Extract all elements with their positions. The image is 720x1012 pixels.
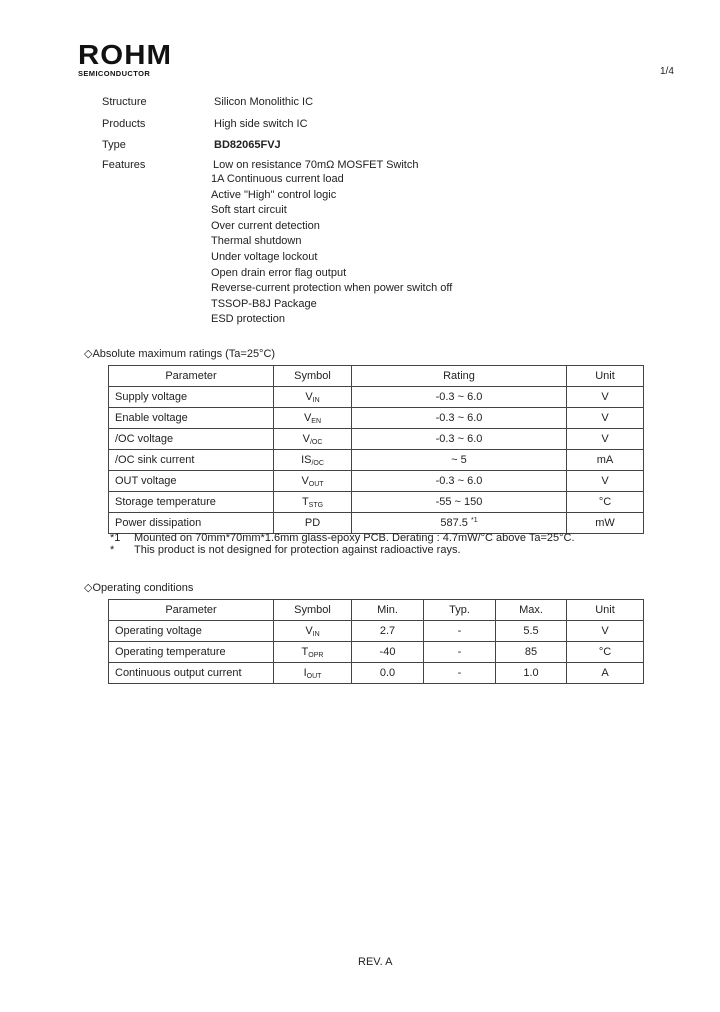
- table-row: [109, 663, 644, 684]
- symbol-cell: $T_{OPR}$: [274, 642, 352, 663]
- max-cell: 5.5: [496, 621, 567, 642]
- spec-label: Features: [102, 159, 146, 171]
- spec-value: Silicon Monolithic IC: [214, 96, 314, 108]
- header-min: Min.: [352, 600, 424, 621]
- table-row: [109, 450, 644, 471]
- feature-item: 1A Continuous current load: [211, 173, 344, 185]
- spec-value: High side switch IC: [214, 118, 308, 130]
- unit-cell: V: [567, 429, 644, 450]
- type-part-number: BD82065FVJ: [214, 139, 281, 151]
- feature-item: Over current detection: [211, 219, 320, 232]
- rating-cell: -0.3 ~ 6.0: [352, 471, 567, 492]
- max-cell: 1.0: [496, 663, 567, 684]
- rating-cell: ~ 5: [352, 450, 567, 471]
- header-typ: Typ.: [424, 600, 496, 621]
- symbol-cell: PD: [274, 513, 352, 534]
- parameter-cell: Enable voltage: [109, 408, 274, 429]
- symbol-cell: $V_{IN}$: [274, 387, 352, 408]
- symbol-cell: $V_{EN}$: [274, 408, 352, 429]
- symbol-cell: $T_{STG}$: [274, 492, 352, 513]
- spec-label: Structure: [102, 96, 147, 108]
- op-cond-table: [108, 599, 644, 684]
- rating-cell: 587.5 $^{*1}$: [352, 513, 567, 534]
- table-row: [109, 642, 644, 663]
- feature-item: Thermal shutdown: [211, 235, 302, 248]
- feature-item: Under voltage lockout: [211, 250, 318, 263]
- parameter-cell: OUT voltage: [109, 471, 274, 492]
- unit-cell: mW: [567, 513, 644, 534]
- parameter-cell: /OC voltage: [109, 429, 274, 450]
- abs-max-notes: [110, 532, 575, 556]
- rating-cell: -55 ~ 150: [352, 492, 567, 513]
- typ-cell: -: [424, 663, 496, 684]
- features-list: [211, 172, 452, 328]
- footnote-mark: *1: [110, 532, 121, 544]
- max-cell: 85: [496, 642, 567, 663]
- unit-cell: °C: [567, 642, 644, 663]
- table-row: [109, 408, 644, 429]
- page-number: 1/4: [660, 66, 674, 77]
- logo-subtitle: SEMICONDUCTOR: [78, 69, 151, 78]
- footnote-text: Mounted on 70mm*70mm*1.6mm glass-epoxy PCB. Derating : 4.7mW/°C above Ta=25°C.: [134, 532, 575, 544]
- parameter-cell: Supply voltage: [109, 387, 274, 408]
- header-unit: Unit: [567, 600, 644, 621]
- abs-max-title: ◇Absolute maximum ratings (Ta=25°C): [84, 348, 276, 360]
- footnote-mark: *: [110, 544, 115, 556]
- parameter-cell: Operating temperature: [109, 642, 274, 663]
- table-row: [109, 387, 644, 408]
- unit-cell: V: [567, 621, 644, 642]
- footnote: [110, 532, 575, 544]
- table-row: [109, 492, 644, 513]
- unit-cell: A: [567, 663, 644, 684]
- header-symbol: Symbol: [274, 366, 352, 387]
- table-row: [109, 621, 644, 642]
- unit-cell: V: [567, 387, 644, 408]
- header-symbol: Symbol: [274, 600, 352, 621]
- spec-label: Type: [102, 139, 126, 151]
- feature-item: TSSOP-B8J Package: [211, 297, 317, 310]
- symbol-cell: $V_{/OC}$: [274, 429, 352, 450]
- parameter-cell: /OC sink current: [109, 450, 274, 471]
- symbol-cell: $IS_{/OC}$: [274, 450, 352, 471]
- symbol-cell: $V_{OUT}$: [274, 471, 352, 492]
- parameter-cell: Power dissipation: [109, 513, 274, 534]
- header-rating: Rating: [352, 366, 567, 387]
- rating-cell: -0.3 ~ 6.0: [352, 408, 567, 429]
- table-header-row: [109, 366, 644, 387]
- header-parameter: Parameter: [109, 600, 274, 621]
- spec-label: Products: [102, 118, 146, 130]
- table-row: [109, 471, 644, 492]
- min-cell: 0.0: [352, 663, 424, 684]
- unit-cell: mA: [567, 450, 644, 471]
- footnote-text: This product is not designed for protection against radioactive rays.: [134, 544, 461, 556]
- symbol-cell: $I_{OUT}$: [274, 663, 352, 684]
- feature-item: ESD protection: [211, 313, 285, 326]
- min-cell: -40: [352, 642, 424, 663]
- symbol-cell: $V_{IN}$: [274, 621, 352, 642]
- feature-item: Reverse-current protection when power switch off: [211, 282, 453, 295]
- rating-cell: -0.3 ~ 6.0: [352, 429, 567, 450]
- feature-item: Low on resistance 70mΩ MOSFET Switch: [213, 159, 419, 171]
- feature-item: Soft start circuit: [211, 204, 287, 217]
- unit-cell: V: [567, 408, 644, 429]
- min-cell: 2.7: [352, 621, 424, 642]
- table-row: [109, 429, 644, 450]
- rating-cell: -0.3 ~ 6.0: [352, 387, 567, 408]
- op-cond-title: ◇Operating conditions: [84, 582, 194, 594]
- logo-wordmark: ROHM: [78, 39, 173, 70]
- typ-cell: -: [424, 642, 496, 663]
- parameter-cell: Storage temperature: [109, 492, 274, 513]
- header-unit: Unit: [567, 366, 644, 387]
- typ-cell: -: [424, 621, 496, 642]
- unit-cell: V: [567, 471, 644, 492]
- header-max: Max.: [496, 600, 567, 621]
- abs-max-table: [108, 365, 644, 534]
- footnote: [110, 544, 575, 556]
- rohm-logo: [78, 40, 182, 78]
- parameter-cell: Operating voltage: [109, 621, 274, 642]
- parameter-cell: Continuous output current: [109, 663, 274, 684]
- unit-cell: °C: [567, 492, 644, 513]
- table-header-row: [109, 600, 644, 621]
- feature-item: Open drain error flag output: [211, 266, 347, 279]
- header-parameter: Parameter: [109, 366, 274, 387]
- feature-item: Active "High" control logic: [211, 188, 337, 201]
- revision-label: REV. A: [358, 956, 393, 968]
- table-row: [109, 513, 644, 534]
